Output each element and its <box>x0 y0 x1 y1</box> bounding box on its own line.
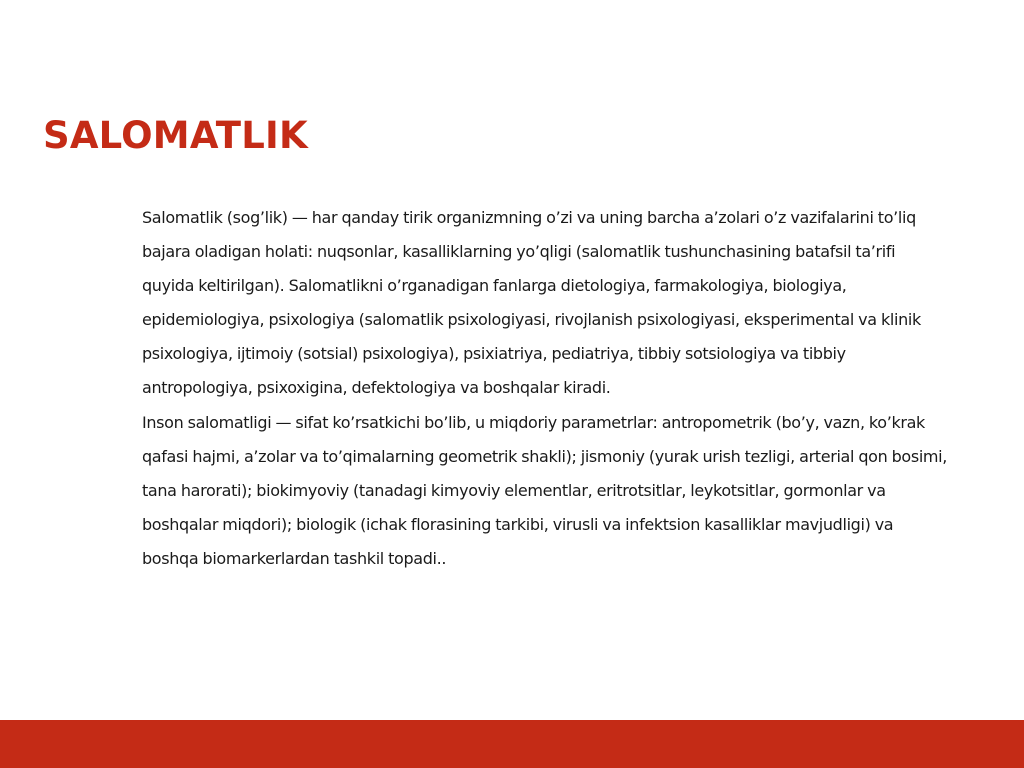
body-paragraph-human-health: Inson salomatligi — sifat ko’rsatkichi bo’lib, u miqdoriy parametrlar: antropometrik (bo’y, vazn, ko’krak qafasi hajmi, a’zolar va to’qimalarning geometrik shakli); jismoniy (yurak urish tezligi, arterial qon bosimi, tana harorati); biokimyoviy (tanadagi kimyoviy elementlar, eritrotsitlar, leykotsitlar, gormonlar va boshqalar miqdori); biologik (ichak florasining tarkibi, virusli va infektsion kasalliklar mavjudligi) va boshqa biomarkerlardan tashkil topadi.. <box>142 412 948 568</box>
footer-accent-bar <box>0 720 1024 768</box>
body-paragraph-health-definition: Salomatlik (sog’lik) — har qanday tirik organizmning o’zi va uning barcha a’zolari o’z vazifalarini to’liq bajara oladigan holati: nuqsonlar, kasalliklarning yo’qligi (salomatlik tushunchasining batafsil ta’rifi quyida keltirilgan). Salomatlikni o’rganadigan fanlarga dietologiya, farmakologiya, biologiya, epidemiologiya, psixologiya (salomatlik psixologiyasi, rivojlanish psixologiyasi, eksperimental va klinik psixologiya, ijtimoiy (sotsial) psixologiya), psixiatriya, pediatriya, tibbiy sotsiologiya va tibbiy antropologiya, psixoxigina, defektologiya va boshqalar kiradi. <box>142 208 921 398</box>
slide-body <box>142 201 950 576</box>
slide-title: SALOMATLIK <box>43 114 308 157</box>
